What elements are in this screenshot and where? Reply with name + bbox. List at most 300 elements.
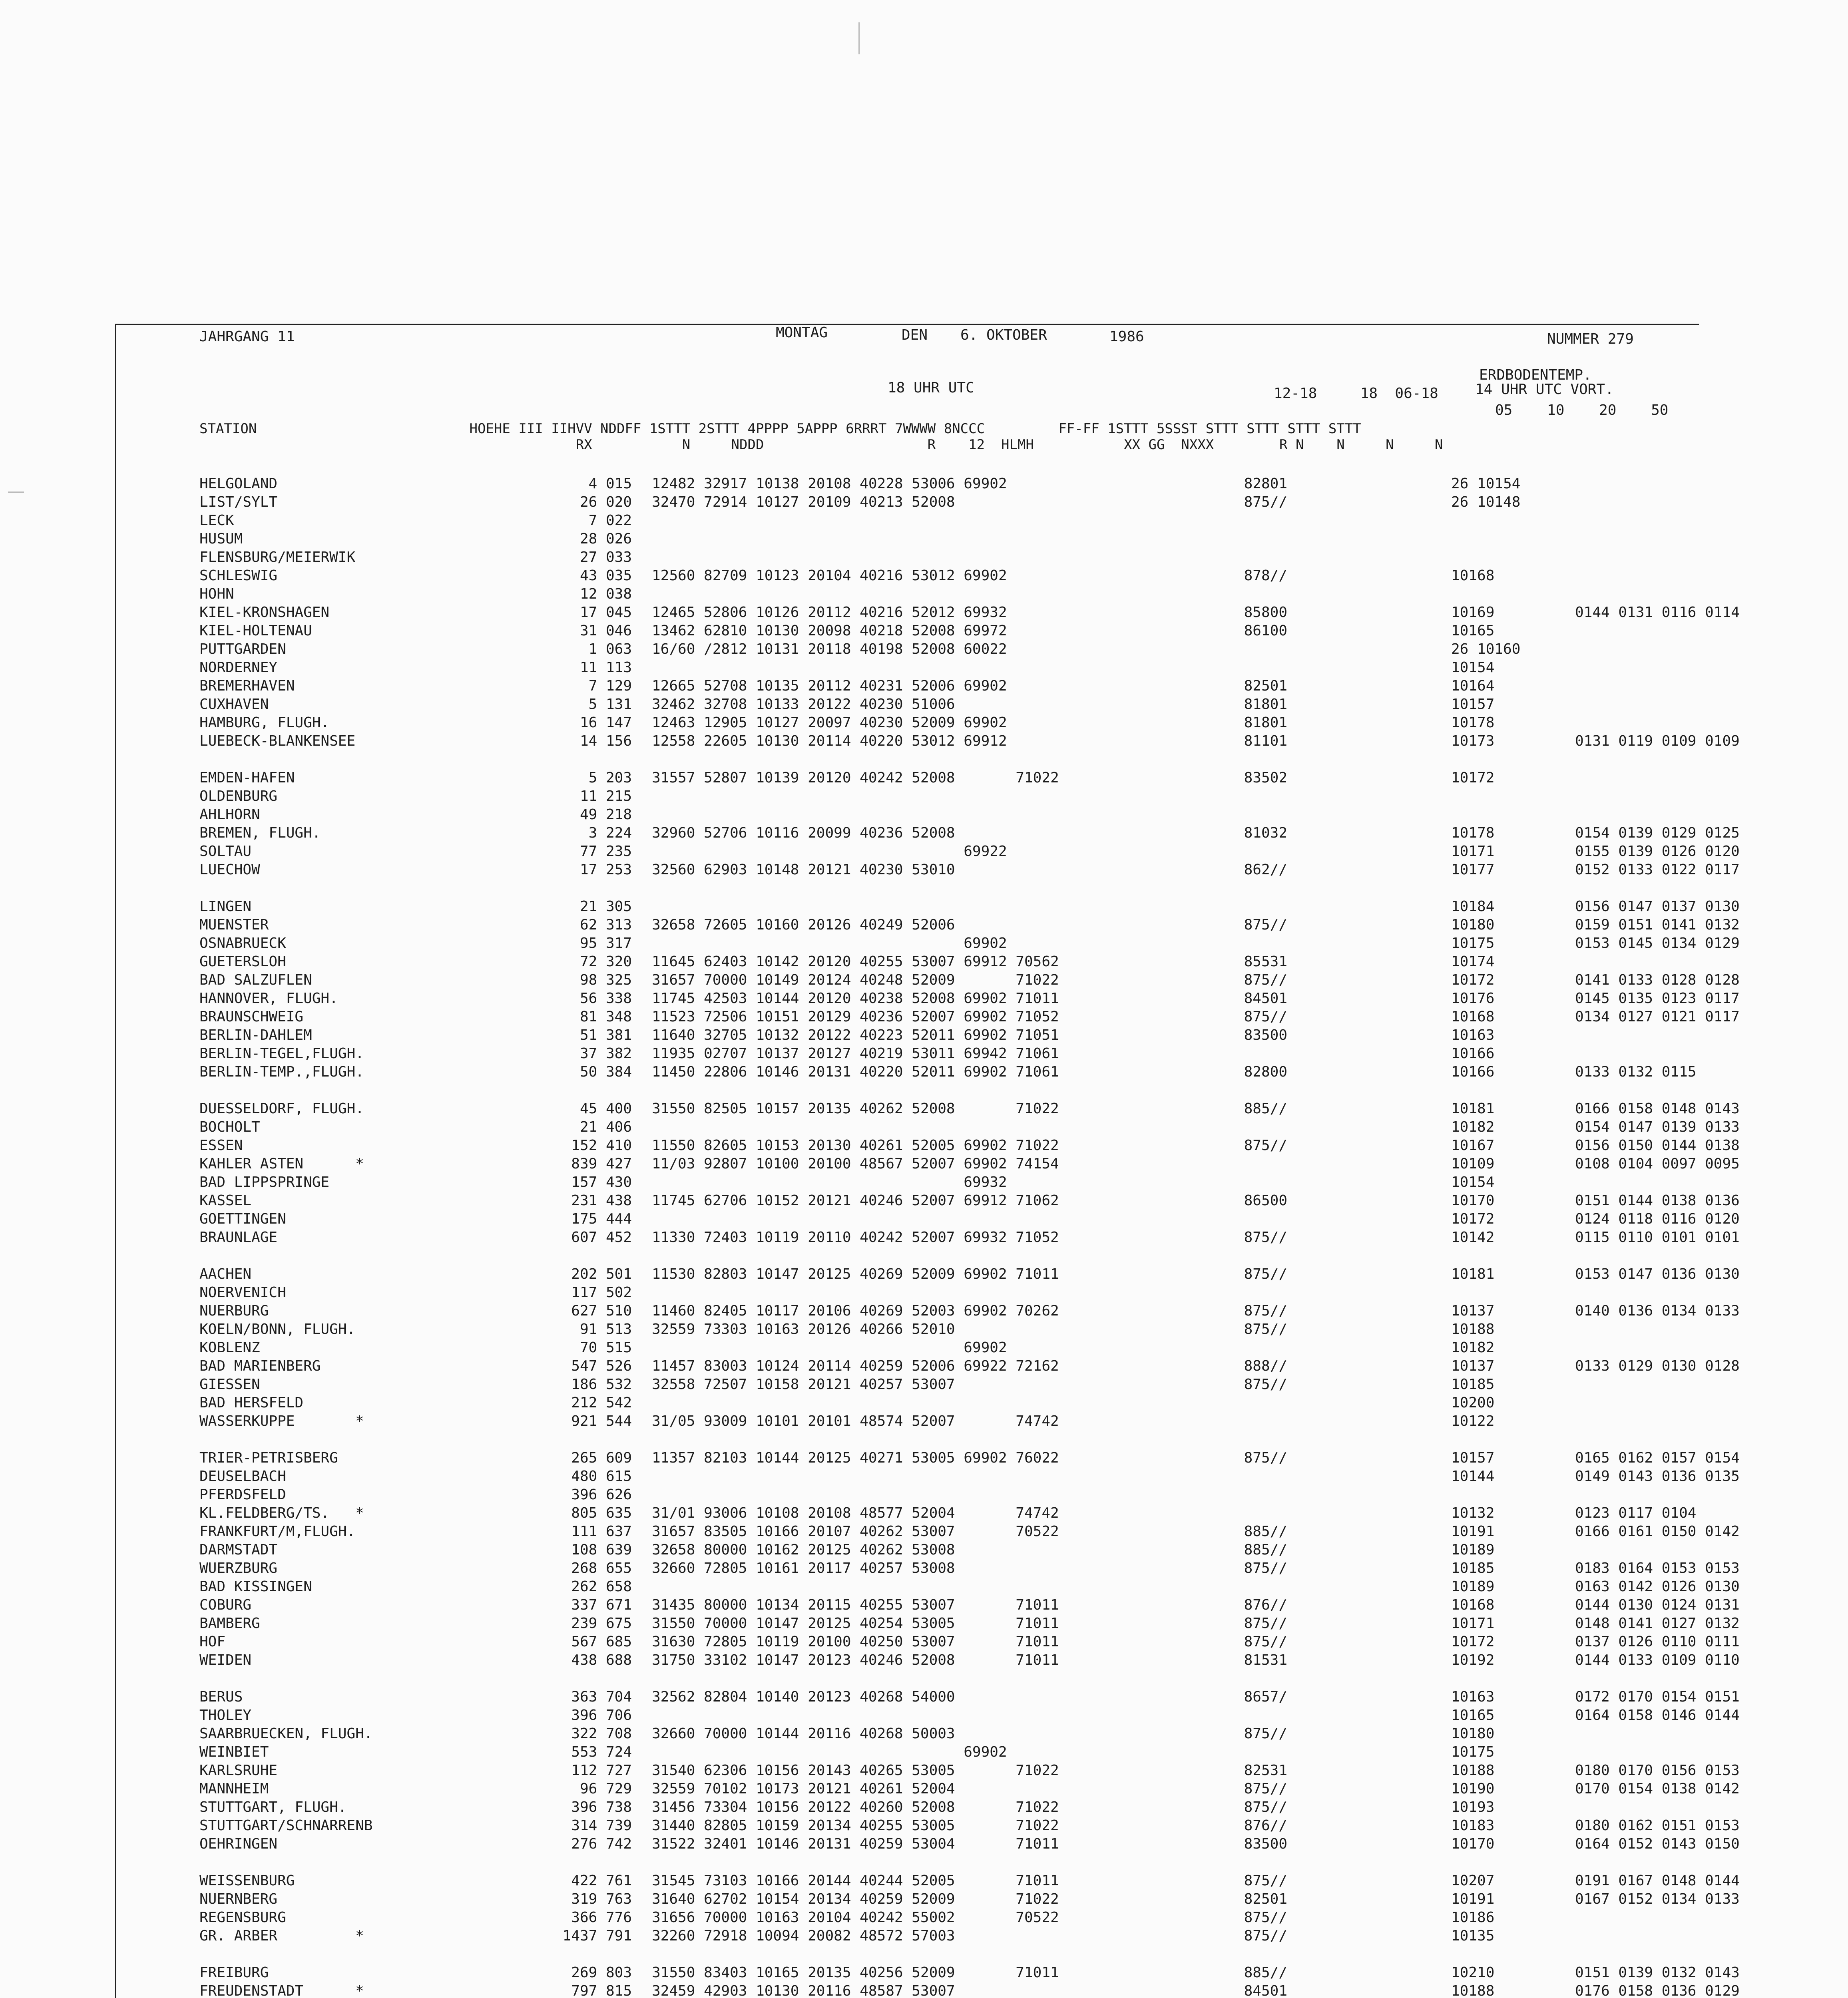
soil-temperatures: 0153 0147 0136 0130 [1575,1266,1740,1282]
synop-groups: 11530 82803 10147 20125 40269 52009 69902 71011 [652,1266,1059,1282]
station-height-code: 797 815 [571,1983,632,1998]
soil-temperatures: 0176 0158 0136 0129 [1575,1983,1740,1998]
cloud-group: 878// [1244,567,1287,584]
synop-groups: 69902 [652,1339,1007,1356]
max-temp-group: 10157 [1451,1450,1495,1466]
max-temp-group: 10177 [1451,862,1495,878]
station-name: THOLEY [199,1707,252,1723]
station-name: HUSUM [199,531,243,547]
cloud-group: 81032 [1244,825,1287,841]
max-temp-group: 10165 [1451,1707,1495,1723]
station-height-code: 27 033 [579,549,632,565]
cloud-group: 885// [1244,1523,1287,1540]
soil-temperatures: 0166 0161 0150 0142 [1575,1523,1740,1540]
station-height-code: 175 444 [571,1211,632,1227]
station-name: DARMSTADT [199,1542,278,1558]
soil-temperatures: 0133 0129 0130 0128 [1575,1358,1740,1374]
station-name: HOF [199,1634,226,1650]
data-sheet [115,324,1740,1998]
station-name: BAD LIPPSPRINGE [199,1174,330,1190]
synop-groups: 12665 52708 10135 20112 40231 52006 69902 [652,678,1007,694]
max-temp-group: 10193 [1451,1799,1495,1815]
station-height-code: 45 400 [579,1100,632,1117]
station-height-code: 1 063 [588,641,632,657]
synop-groups: 32960 52706 10116 20099 40236 52008 [652,825,955,841]
max-temp-group: 26 10148 [1451,494,1521,510]
max-temp-group: 10144 [1451,1468,1495,1485]
max-temp-group: 26 10154 [1451,476,1521,492]
synop-groups: 31440 82805 10159 20134 40255 53005 71022 [652,1817,1059,1834]
max-temp-group: 10154 [1451,1174,1495,1190]
max-temp-group: 10172 [1451,972,1495,988]
cloud-group: 875// [1244,1376,1287,1393]
cloud-group: 875// [1244,1560,1287,1576]
column-subheaders: RX N NDDD R 12 HLMH XX GG NXXX R N N N N [199,437,1443,453]
station-name: GUETERSLOH [199,953,286,970]
station-name: STUTTGART, FLUGH. [199,1799,347,1815]
issue-number: NUMMER 279 [1547,331,1634,347]
station-height-code: 547 526 [571,1358,632,1374]
max-temp-group: 10186 [1451,1909,1495,1926]
station-height-code: 3 224 [588,825,632,841]
soil-temperatures: 0156 0150 0144 0138 [1575,1137,1740,1154]
station-name: BAMBERG [199,1615,260,1632]
max-temp-group: 10191 [1451,1523,1495,1540]
station-height-code: 81 348 [579,1009,632,1025]
synop-groups: 11523 72506 10151 20129 40236 52007 69902 71052 [652,1009,1059,1025]
synop-groups: 11450 22806 10146 20131 40220 52011 69902 71061 [652,1064,1059,1080]
station-name: BRAUNSCHWEIG [199,1009,304,1025]
station-height-code: 21 305 [579,898,632,915]
station-name: NUERNBERG [199,1891,278,1907]
year: 1986 [1109,328,1144,345]
soil-temperatures: 0159 0151 0141 0132 [1575,917,1740,933]
synop-groups: 11457 83003 10124 20114 40259 52006 69922 72162 [652,1358,1059,1374]
synop-groups: 31/05 93009 10101 20101 48574 52007 74742 [652,1413,1059,1429]
station-height-code: 627 510 [571,1303,632,1319]
cloud-group: 875// [1244,1266,1287,1282]
max-temp-group: 10181 [1451,1100,1495,1117]
soil-temperatures: 0145 0135 0123 0117 [1575,990,1740,1007]
soil-temperatures: 0108 0104 0097 0095 [1575,1156,1740,1172]
date: 6. OKTOBER [960,327,1047,343]
cloud-group: 875// [1244,917,1287,933]
soil-temperatures: 0155 0139 0126 0120 [1575,843,1740,860]
max-temp-group: 10168 [1451,1009,1495,1025]
soil-temperatures: 0170 0154 0138 0142 [1575,1781,1740,1797]
station-name: LECK [199,512,234,529]
synop-groups: 12558 22605 10130 20114 40220 53012 69912 [652,733,1007,749]
cloud-group: 875// [1244,1303,1287,1319]
station-height-code: 805 635 [571,1505,632,1521]
max-temp-group: 10174 [1451,953,1495,970]
synop-groups: 31657 70000 10149 20124 40248 52009 71022 [652,972,1059,988]
soil-temp-label: ERDBODENTEMP. [1479,367,1592,383]
station-height-code: 96 729 [579,1781,632,1797]
soil-temperatures: 0144 0133 0109 0110 [1575,1652,1740,1668]
synop-groups: 13462 62810 10130 20098 40218 52008 69972 [652,623,1007,639]
cloud-group: 875// [1244,1634,1287,1650]
max-temp-group: 10188 [1451,1321,1495,1337]
synop-groups: 12463 12905 10127 20097 40230 52009 69902 [652,714,1007,731]
soil-temperatures: 0156 0147 0137 0130 [1575,898,1740,915]
station-height-code: 231 438 [571,1192,632,1209]
synop-groups: 31550 70000 10147 20125 40254 53005 71011 [652,1615,1059,1632]
cloud-group: 83500 [1244,1027,1287,1043]
station-height-code: 98 325 [579,972,632,988]
synop-groups: 32562 82804 10140 20123 40268 54000 [652,1689,955,1705]
station-name: BAD MARIENBERG [199,1358,321,1374]
station-height-code: 51 381 [579,1027,632,1043]
soil-temperatures: 0166 0158 0148 0143 [1575,1100,1740,1117]
max-temp-group: 10172 [1451,1211,1495,1227]
station-height-code: 396 626 [571,1487,632,1503]
station-name: HANNOVER, FLUGH. [199,990,338,1007]
station-height-code: 17 253 [579,862,632,878]
max-temp-group: 10168 [1451,1597,1495,1613]
max-temp-group: 10188 [1451,1983,1495,1998]
cloud-group: 83500 [1244,1836,1287,1852]
synop-groups: 11357 82103 10144 20125 40271 53005 69902 76022 [652,1450,1059,1466]
station-name: STUTTGART/SCHNARRENB [199,1817,373,1834]
soil-temperatures: 0183 0164 0153 0153 [1575,1560,1740,1576]
cloud-group: 8657/ [1244,1689,1287,1705]
max-temp-group: 10178 [1451,714,1495,731]
station-name: SAARBRUECKEN, FLUGH. [199,1725,373,1742]
soil-temperatures: 0164 0152 0143 0150 [1575,1836,1740,1852]
max-temp-group: 10188 [1451,1762,1495,1779]
soil-temperatures: 0148 0141 0127 0132 [1575,1615,1740,1632]
station-name: PUTTGARDEN [199,641,286,657]
soil-temperatures: 0163 0142 0126 0130 [1575,1578,1740,1595]
max-temp-group: 10184 [1451,898,1495,915]
station-name: FREUDENSTADT * [199,1983,364,1998]
max-temp-group: 10189 [1451,1542,1495,1558]
max-temp-group: 10142 [1451,1229,1495,1246]
station-name: MUENSTER [199,917,269,933]
cloud-group: 81801 [1244,696,1287,712]
cloud-group: 876// [1244,1597,1287,1613]
station-name: BAD HERSFELD [199,1395,304,1411]
synop-groups: 69932 [652,1174,1007,1190]
max-temp-group: 10170 [1451,1836,1495,1852]
station-height-code: 112 727 [571,1762,632,1779]
max-temp-group: 10182 [1451,1339,1495,1356]
station-height-code: 337 671 [571,1597,632,1613]
station-name: KOBLENZ [199,1339,260,1356]
synop-groups: 12465 52806 10126 20112 40216 52012 69932 [652,604,1007,621]
soil-temperatures: 0152 0133 0122 0117 [1575,862,1740,878]
station-height-code: 21 406 [579,1119,632,1135]
station-height-code: 14 156 [579,733,632,749]
soil-temperatures: 0141 0133 0128 0128 [1575,972,1740,988]
soil-temperatures: 0131 0119 0109 0109 [1575,733,1740,749]
cloud-group: 875// [1244,1781,1287,1797]
station-height-code: 567 685 [571,1634,632,1650]
cloud-group: 875// [1244,1009,1287,1025]
station-name: KIEL-HOLTENAU [199,623,312,639]
soil-temperatures: 0164 0158 0146 0144 [1575,1707,1740,1723]
station-height-code: 269 803 [571,1964,632,1981]
synop-groups: 32658 72605 10160 20126 40249 52006 [652,917,955,933]
station-name: DUESSELDORF, FLUGH. [199,1100,364,1117]
max-temp-group: 10210 [1451,1964,1495,1981]
station-name: KL.FELDBERG/TS. * [199,1505,364,1521]
station-height-code: 212 542 [571,1395,632,1411]
station-height-code: 276 742 [571,1836,632,1852]
synop-groups: 31630 72805 10119 20100 40250 53007 71011 [652,1634,1059,1650]
soil-temperatures: 0153 0145 0134 0129 [1575,935,1740,951]
soil-temperatures: 0154 0139 0129 0125 [1575,825,1740,841]
station-height-code: 4 015 [588,476,632,492]
soil-temperatures: 0180 0170 0156 0153 [1575,1762,1740,1779]
station-name: AHLHORN [199,806,260,823]
cloud-group: 85800 [1244,604,1287,621]
station-name: NORDERNEY [199,659,278,676]
synop-groups: 31435 80000 10134 20115 40255 53007 71011 [652,1597,1059,1613]
cloud-group: 875// [1244,1137,1287,1154]
cloud-group: 82501 [1244,678,1287,694]
station-height-code: 43 035 [579,567,632,584]
station-name: BERUS [199,1689,243,1705]
synop-groups: 31522 32401 10146 20131 40259 53004 71011 [652,1836,1059,1852]
station-name: REGENSBURG [199,1909,286,1926]
station-height-code: 77 235 [579,843,632,860]
soil-temperatures: 0124 0118 0116 0120 [1575,1211,1740,1227]
max-temp-group: 10185 [1451,1560,1495,1576]
synop-groups: 11645 62403 10142 20120 40255 53007 69912 70562 [652,953,1059,970]
station-height-code: 268 655 [571,1560,632,1576]
station-height-code: 16 147 [579,714,632,731]
cloud-group: 86100 [1244,623,1287,639]
cloud-group: 862// [1244,862,1287,878]
cloud-group: 875// [1244,972,1287,988]
cloud-group: 81801 [1244,714,1287,731]
station-height-code: 12 038 [579,586,632,602]
max-temp-group: 10175 [1451,935,1495,951]
station-name: LIST/SYLT [199,494,278,510]
synop-groups: 32260 72918 10094 20082 48572 57003 [652,1928,955,1944]
max-temp-group: 10170 [1451,1192,1495,1209]
cloud-group: 84501 [1244,990,1287,1007]
cloud-group: 82531 [1244,1762,1287,1779]
station-height-code: 157 430 [571,1174,632,1190]
station-name: LINGEN [199,898,252,915]
weekday: MONTAG [776,324,828,341]
cloud-group: 875// [1244,1928,1287,1944]
station-height-code: 839 427 [571,1156,632,1172]
synop-groups: 11745 62706 10152 20121 40246 52007 69912 71062 [652,1192,1059,1209]
station-height-code: 438 688 [571,1652,632,1668]
max-temp-group: 10181 [1451,1266,1495,1282]
station-height-code: 70 515 [579,1339,632,1356]
max-temp-group: 26 10160 [1451,641,1521,657]
soil-temperatures: 0154 0147 0139 0133 [1575,1119,1740,1135]
cloud-group: 875// [1244,1229,1287,1246]
soil-temperatures: 0137 0126 0110 0111 [1575,1634,1740,1650]
station-height-code: 265 609 [571,1450,632,1466]
station-name: HOHN [199,586,234,602]
max-temp-group: 10137 [1451,1358,1495,1374]
max-temp-group: 10169 [1451,604,1495,621]
max-temp-group: 10191 [1451,1891,1495,1907]
station-name: WEINBIET [199,1744,269,1760]
station-height-code: 11 113 [579,659,632,676]
cloud-group: 875// [1244,1873,1287,1889]
station-name: NUERBURG [199,1303,269,1319]
max-temp-group: 10175 [1451,1744,1495,1760]
column-headers: STATION HOEHE III IIHVV NDDFF 1STTT 2STTT 4PPPP 5APPP 6RRRT 7WWWW 8NCCC FF-FF 1STTT 5SSST STTT STTT STTT STTT [199,421,1361,437]
soil-temperatures: 0151 0139 0132 0143 [1575,1964,1740,1981]
station-name: BERLIN-TEGEL,FLUGH. [199,1045,364,1062]
station-height-code: 31 046 [579,623,632,639]
station-name: WEIDEN [199,1652,252,1668]
max-temp-group: 10166 [1451,1045,1495,1062]
station-name: GOETTINGEN [199,1211,286,1227]
synop-groups: 32558 72507 10158 20121 40257 53007 [652,1376,955,1393]
max-temp-group: 10180 [1451,917,1495,933]
synop-groups: 32660 70000 10144 20116 40268 50003 [652,1725,955,1742]
station-height-code: 152 410 [571,1137,632,1154]
soil-temp-time-label: 14 UHR UTC VORT. [1475,381,1614,398]
max-temp-group: 10132 [1451,1505,1495,1521]
max-temp-group: 10135 [1451,1928,1495,1944]
station-name: ESSEN [199,1137,243,1154]
station-height-code: 480 615 [571,1468,632,1485]
max-temp-group: 10157 [1451,696,1495,712]
cloud-group: 885// [1244,1100,1287,1117]
station-name: BRAUNLAGE [199,1229,278,1246]
station-name: KAHLER ASTEN * [199,1156,364,1172]
max-temp-group: 10189 [1451,1578,1495,1595]
soil-temperatures: 0191 0167 0148 0144 [1575,1873,1740,1889]
station-name: HELGOLAND [199,476,278,492]
max-temp-group: 10192 [1451,1652,1495,1668]
station-height-code: 262 658 [571,1578,632,1595]
cloud-group: 875// [1244,1799,1287,1815]
station-name: AACHEN [199,1266,252,1282]
station-height-code: 49 218 [579,806,632,823]
volume-label: JAHRGANG 11 [199,328,295,345]
soil-temperatures: 0123 0117 0104 [1575,1505,1697,1521]
max-temp-group: 10163 [1451,1689,1495,1705]
soil-temperatures: 0133 0132 0115 [1575,1064,1697,1080]
synop-groups: 69922 [652,843,1007,860]
synop-groups: 32559 73303 10163 20126 40266 52010 [652,1321,955,1337]
station-name: NOERVENICH [199,1284,286,1301]
max-temp-group: 10207 [1451,1873,1495,1889]
max-temp-group: 10109 [1451,1156,1495,1172]
synop-groups: 32459 42903 10130 20116 48587 53007 [652,1983,955,1998]
synop-groups: 32559 70102 10173 20121 40261 52004 [652,1781,955,1797]
max-temp-group: 10165 [1451,623,1495,639]
soil-temperatures: 0144 0130 0124 0131 [1575,1597,1740,1613]
station-height-code: 396 738 [571,1799,632,1815]
station-height-code: 1437 791 [562,1928,632,1944]
synop-groups: 11745 42503 10144 20120 40238 52008 69902 71011 [652,990,1059,1007]
station-name: SOLTAU [199,843,252,860]
soil-temperatures: 0115 0110 0101 0101 [1575,1229,1740,1246]
station-name: MANNHEIM [199,1781,269,1797]
synop-groups: 16/60 /2812 10131 20118 40198 52008 60022 [652,641,1007,657]
cloud-group: 82501 [1244,1891,1287,1907]
station-height-code: 239 675 [571,1615,632,1632]
soil-temperatures: 0167 0152 0134 0133 [1575,1891,1740,1907]
station-height-code: 11 215 [579,788,632,804]
station-name: OEHRINGEN [199,1836,278,1852]
station-height-code: 28 026 [579,531,632,547]
station-name: LUECHOW [199,862,260,878]
cloud-group: 82801 [1244,476,1287,492]
station-height-code: 202 501 [571,1266,632,1282]
cloud-group: 875// [1244,1909,1287,1926]
station-height-code: 26 020 [579,494,632,510]
station-name: PFERDSFELD [199,1487,286,1503]
max-temp-group: 10167 [1451,1137,1495,1154]
synop-groups: 69902 [652,1744,1007,1760]
date-prefix: DEN [902,327,928,343]
station-name: BERLIN-TEMP.,FLUGH. [199,1064,364,1080]
max-temp-group: 10171 [1451,1615,1495,1632]
synop-groups: 11330 72403 10119 20110 40242 52007 69932 71052 [652,1229,1059,1246]
max-temp-group: 10172 [1451,1634,1495,1650]
station-height-code: 5 131 [588,696,632,712]
station-height-code: 366 776 [571,1909,632,1926]
station-name: EMDEN-HAFEN [199,770,295,786]
cloud-group: 85531 [1244,953,1287,970]
station-name: BREMEN, FLUGH. [199,825,321,841]
synop-groups: 32658 80000 10162 20125 40262 53008 [652,1542,955,1558]
max-temp-group: 10200 [1451,1395,1495,1411]
station-height-code: 396 706 [571,1707,632,1723]
station-height-code: 117 502 [571,1284,632,1301]
station-height-code: 5 203 [588,770,632,786]
station-name: LUEBECK-BLANKENSEE [199,733,356,749]
station-name: FLENSBURG/MEIERWIK [199,549,356,565]
synop-groups: 11550 82605 10153 20130 40261 52005 69902 71022 [652,1137,1059,1154]
synop-groups: 31557 52807 10139 20120 40242 52008 71022 [652,770,1059,786]
synop-groups: 31550 82505 10157 20135 40262 52008 71022 [652,1100,1059,1117]
soil-temperatures: 0180 0162 0151 0153 [1575,1817,1740,1834]
station-height-code: 7 129 [588,678,632,694]
synop-groups: 32462 32708 10133 20122 40230 51006 [652,696,955,712]
station-height-code: 111 637 [571,1523,632,1540]
max-temp-group: 10137 [1451,1303,1495,1319]
station-height-code: 50 384 [579,1064,632,1080]
station-height-code: 7 022 [588,512,632,529]
cloud-group: 885// [1244,1542,1287,1558]
station-height-code: 62 313 [579,917,632,933]
max-temp-group: 10176 [1451,990,1495,1007]
station-height-code: 186 532 [571,1376,632,1393]
station-height-code: 56 338 [579,990,632,1007]
station-name: CUXHAVEN [199,696,269,712]
station-name: HAMBURG, FLUGH. [199,714,330,731]
synop-groups: 31545 73103 10166 20144 40244 52005 71011 [652,1873,1059,1889]
station-name: OLDENBURG [199,788,278,804]
station-name: SCHLESWIG [199,567,278,584]
max-temp-group: 10180 [1451,1725,1495,1742]
scan-mark [858,22,860,54]
max-temp-group: 10166 [1451,1064,1495,1080]
max-temp-group: 10168 [1451,567,1495,584]
station-name: BREMERHAVEN [199,678,295,694]
max-temp-group: 10122 [1451,1413,1495,1429]
max-temp-group: 10164 [1451,678,1495,694]
station-name: COBURG [199,1597,252,1613]
cloud-group: 876// [1244,1817,1287,1834]
max-temp-group: 10172 [1451,770,1495,786]
